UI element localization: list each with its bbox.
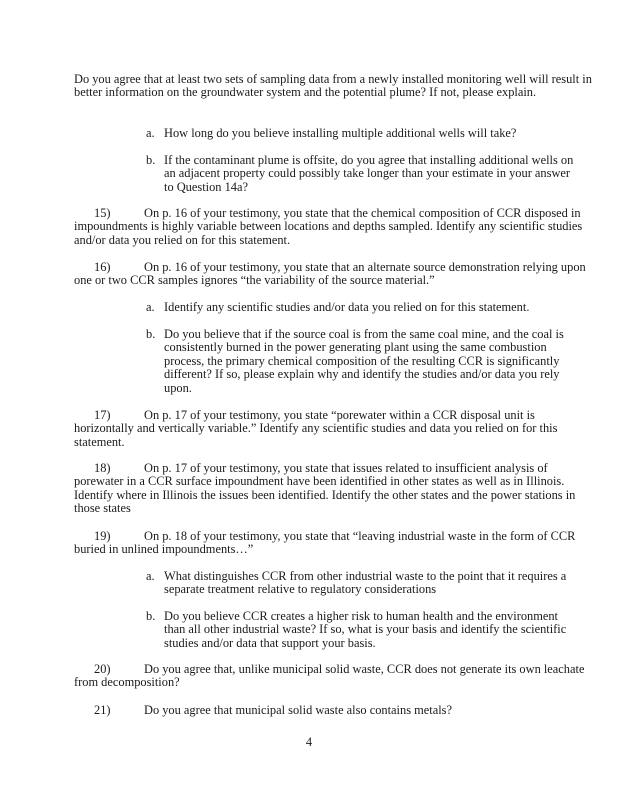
question-text: Do you agree that, unlike municipal solid waste, CCR does not generate its own leachate from decomposition? xyxy=(74,662,585,690)
question-number: 16) xyxy=(94,260,111,274)
sub-label: b. xyxy=(146,609,156,623)
sub-label: a. xyxy=(146,300,155,314)
question-16-sub-a xyxy=(146,301,576,314)
sub-text: If the contaminant plume is offsite, do you agree that installing additional wells on an adjacent property could possibly take longer than your estimate in your answer to Question 14a? xyxy=(164,153,574,194)
question-18 xyxy=(74,462,594,516)
question-21 xyxy=(74,704,594,717)
sub-label: b. xyxy=(146,153,156,167)
question-19-sub-a xyxy=(146,570,576,597)
sub-text: Do you believe that if the source coal is from the same coal mine, and the coal is consistently burned in the power generating plant using the same combustion process, the primary chemical composition of the resulting CCR is significantly different? If so, please explain why and identify the studies and/or data you rely upon. xyxy=(164,327,564,395)
sub-label: a. xyxy=(146,126,155,140)
intro-paragraph: Do you agree that at least two sets of sampling data from a newly installed monitoring well will result in better information on the groundwater system and the potential plume? If not, please explain. xyxy=(74,72,592,100)
sub-text: What distinguishes CCR from other industrial waste to the point that it requires a separate treatment relative to regulatory considerations xyxy=(164,569,567,597)
question-16 xyxy=(74,261,594,288)
intro-sub-b xyxy=(146,154,576,194)
question-text: On p. 17 of your testimony, you state that issues related to insufficient analysis of porewater in a CCR surface impoundment have been identified in other states as well as in Illinois. Identify where in Illinois the issues been identified. Identify the other states and the power stations in those states xyxy=(74,461,576,516)
question-text: Do you agree that municipal solid waste also contains metals? xyxy=(144,703,452,717)
question-19 xyxy=(74,530,594,557)
question-19-sub-b xyxy=(146,610,576,650)
question-text: On p. 16 of your testimony, you state that the chemical composition of CCR disposed in impoundments is highly variable between locations and depths sampled. Identify any scientific studies and/or data you relied on for this statement. xyxy=(74,206,583,247)
question-number: 21) xyxy=(94,703,111,717)
sub-label: b. xyxy=(146,327,156,341)
question-17 xyxy=(74,409,594,449)
question-16-sub-b xyxy=(146,328,576,395)
question-number: 18) xyxy=(94,461,111,475)
intro-sub-a xyxy=(146,127,576,140)
question-20 xyxy=(74,663,594,690)
sub-label: a. xyxy=(146,569,155,583)
sub-text: Do you believe CCR creates a higher risk to human health and the environment than all other industrial waste? If so, what is your basis and identify the scientific studies and/or data that support your basis. xyxy=(164,609,567,650)
sub-text: How long do you believe installing multiple additional wells will take? xyxy=(164,126,517,140)
question-text: On p. 17 of your testimony, you state “porewater within a CCR disposal unit is horizontally and vertically variable.” Identify any scientific studies and data you relied on for this statement. xyxy=(74,408,558,449)
question-15 xyxy=(74,207,594,247)
question-number: 20) xyxy=(94,662,111,676)
sub-text: Identify any scientific studies and/or data you relied on for this statement. xyxy=(164,300,530,314)
question-text: On p. 18 of your testimony, you state that “leaving industrial waste in the form of CCR buried in unlined impoundments…” xyxy=(74,529,576,557)
question-number: 17) xyxy=(94,408,111,422)
question-number: 19) xyxy=(94,529,111,543)
question-text: On p. 16 of your testimony, you state that an alternate source demonstration relying upon one or two CCR samples ignores “the variability of the source material.” xyxy=(74,260,586,288)
question-number: 15) xyxy=(94,206,111,220)
page-number: 4 xyxy=(305,735,313,749)
